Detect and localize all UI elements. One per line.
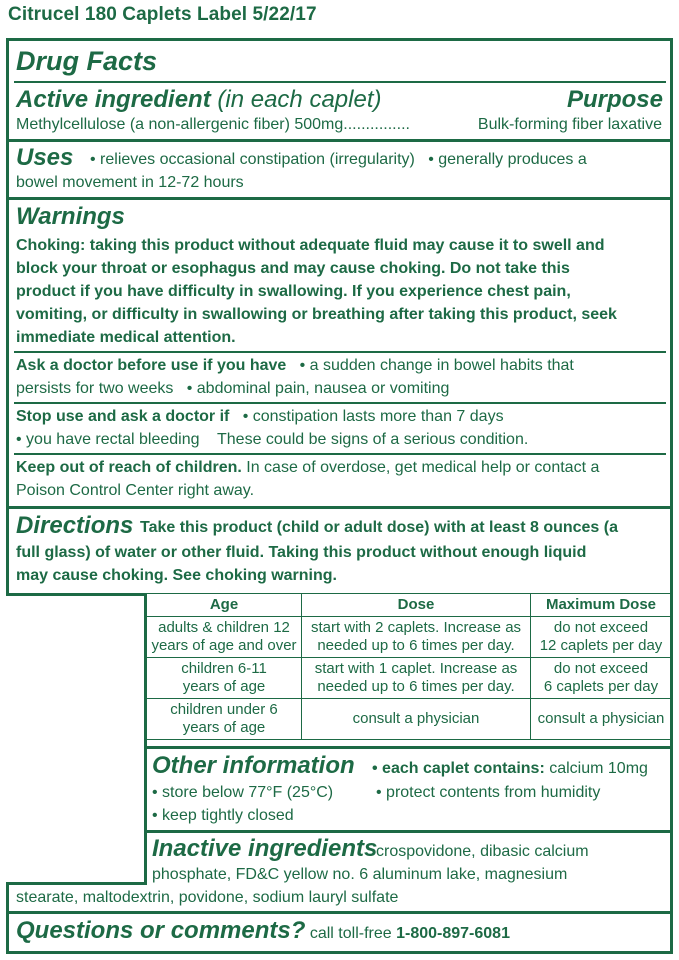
questions-phone: 1-800-897-6081 [396,925,510,942]
warnings-heading: Warnings [16,203,125,230]
cell-line: 6 caplets per day [543,678,659,695]
choking-line3: product if you have difficulty in swallowing. If you experience chest pain, [16,283,571,300]
table-cell [302,699,531,740]
section-divider [6,197,673,200]
inactive-line1: crospovidone, dibasic calcium [376,843,589,860]
section-divider [146,746,673,749]
ingredient: Methylcellulose (a non-allergenic fiber) 500mg [16,116,344,133]
uses-heading: Uses [16,144,74,171]
other-info-item1-rest: calcium 10mg [544,760,648,777]
questions-heading: Questions or comments? [16,917,306,944]
frame-left-step [6,593,147,596]
stop-use-rest: • constipation lasts more than 7 days [229,408,504,425]
cell-line: children under 6 [170,701,278,718]
drug-facts-title: Drug Facts [16,46,158,76]
keep-out-rest: In case of overdose, get medical help or contact a [241,459,600,476]
uses-line2: bowel movement in 12-72 hours [16,174,244,191]
other-info-item3: • protect contents from humidity [376,784,601,801]
other-info-heading: Other information [152,752,355,779]
cell-line: years of age [182,678,266,695]
table-cell [531,617,672,658]
table-cell [147,658,302,699]
other-info-item4: • keep tightly closed [152,807,294,824]
active-ingredient-line [16,113,662,136]
table-row [147,617,672,658]
cell-line: do not exceed [553,619,649,636]
directions-line3: may cause choking. See choking warning. [16,567,337,584]
dot-leader: ............... [343,116,410,133]
table-cell [147,617,302,658]
other-info-item1-lead: • each caplet contains: [372,760,545,777]
cell-line: 12 caplets per day [539,637,663,654]
cell-line: start with 1 caplet. Increase as [314,660,518,677]
frame-bottom [6,951,673,954]
table-row [147,699,672,740]
other-info-item1 [372,757,648,780]
directions-heading: Directions [16,512,134,539]
active-ingredient-sub: (in each caplet) [217,86,382,113]
dosage-table [146,593,672,740]
cell-line: needed up to 6 times per day. [317,678,515,695]
cell-line: years of age and over [151,637,297,654]
frame-left-lower [6,882,9,954]
choking-line5: immediate medical attention. [16,329,236,346]
other-info-item2: • store below 77°F (25°C) [152,784,334,801]
cell-line: start with 2 caplets. Increase as [310,619,522,636]
table-cell [531,658,672,699]
label-title: Citrucel 180 Caplets Label 5/22/17 [8,4,317,25]
cell-line: needed up to 6 times per day. [317,637,515,654]
frame-inner-bottom [6,882,147,885]
table-cell [531,699,672,740]
cell-line: years of age [182,719,266,736]
section-divider [6,139,673,142]
ask-doctor-line1 [16,354,574,377]
directions-line2: full glass) of water or other fluid. Taking this product without enough liquid [16,544,587,561]
cell-line: adults & children 12 [158,619,290,636]
questions-call: call toll-free [309,925,392,942]
inactive-heading: Inactive ingredients [152,835,378,862]
column-header: Dose [302,594,531,617]
active-ingredient-label: Active ingredient [16,86,211,113]
table-cell [302,658,531,699]
divider [14,402,666,404]
cell-line: consult a physician [537,710,665,727]
purpose-heading: Purpose [566,86,663,113]
cell-line: do not exceed [553,660,649,677]
purpose: Bulk-forming fiber laxative [477,116,662,133]
stop-use-line1 [16,405,504,428]
ask-doctor-rest: • a sudden change in bowel habits that [286,357,574,374]
table-header-row [147,594,672,617]
column-header: Maximum Dose [531,594,672,617]
section-divider [6,506,673,509]
directions-line1: Take this product (child or adult dose) with at least 8 ounces (a [140,519,618,536]
cell-line: children 6-11 [181,660,267,677]
uses-line1: • relieves occasional constipation (irregularity) • generally produces a [90,151,587,168]
choking-line2: block your throat or esophagus and may cause choking. Do not take this [16,260,570,277]
table-cell [147,699,302,740]
active-ingredient-heading [16,86,381,114]
ask-doctor-line2: persists for two weeks • abdominal pain, nausea or vomiting [16,380,450,397]
choking-line1: Choking: taking this product without adequate fluid may cause it to swell and [16,237,605,254]
keep-out-lead: Keep out of reach of children. [16,459,242,476]
keep-out-line1 [16,456,599,479]
inactive-line3: stearate, maltodextrin, povidone, sodium lauryl sulfate [16,889,399,906]
divider [14,81,666,83]
table-row [147,658,672,699]
choking-line4: vomiting, or difficulty in swallowing or breathing after taking this product, seek [16,306,617,323]
inactive-line2: phosphate, FD&C yellow no. 6 aluminum lake, magnesium [152,866,568,883]
questions-line [16,917,510,945]
stop-use-line2: • you have rectal bleeding These could be signs of a serious condition. [16,431,529,448]
section-divider [146,830,673,833]
divider [14,351,666,353]
divider [14,453,666,455]
cell-line: consult a physician [352,710,480,727]
ask-doctor-lead: Ask a doctor before use if you have [16,357,287,374]
keep-out-line2: Poison Control Center right away. [16,482,255,499]
table-cell [302,617,531,658]
section-divider [6,911,673,914]
column-header: Age [147,594,302,617]
stop-use-lead: Stop use and ask a doctor if [16,408,230,425]
